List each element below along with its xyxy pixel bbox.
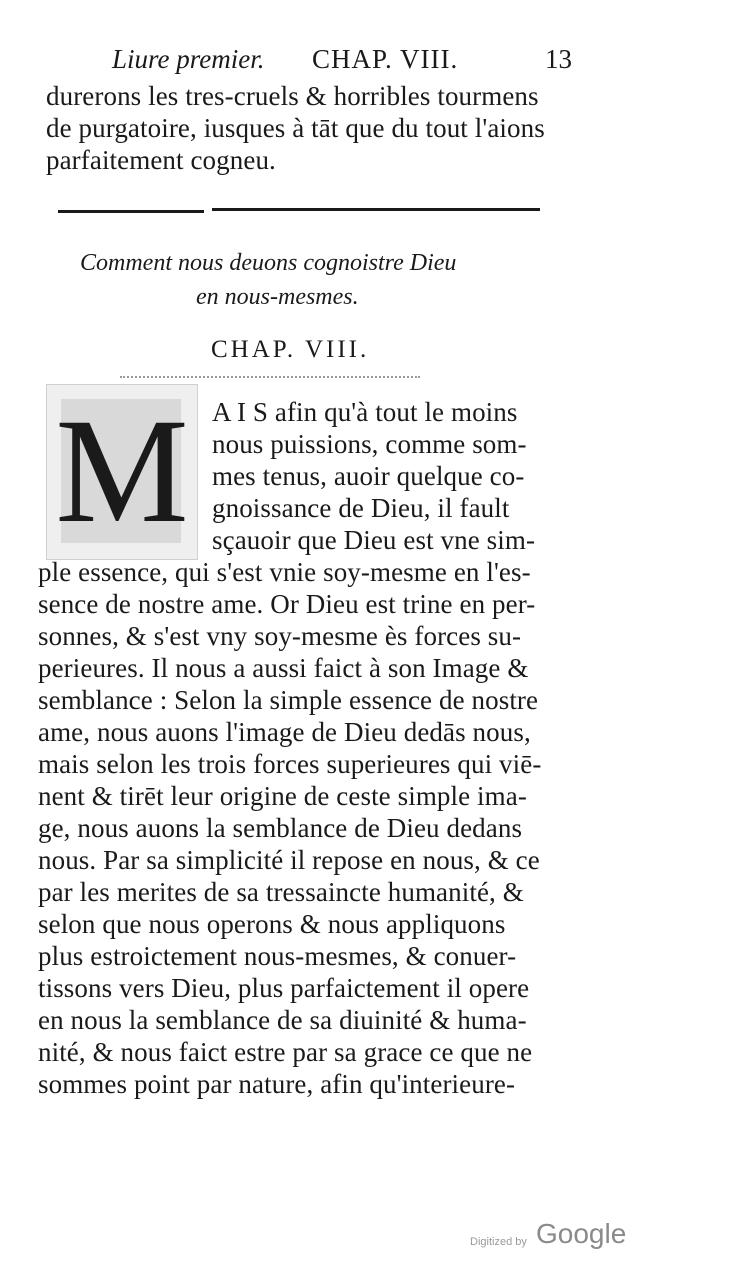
- body-line: perieures. Il nous a aussi faict à son Image &: [38, 653, 529, 683]
- body-line: sence de nostre ame. Or Dieu est trine en per-: [38, 589, 536, 619]
- previous-text-line: de purgatoire, iusques à tāt que du tout l'aions: [46, 113, 545, 143]
- body-line: selon que nous operons & nous appliquons: [38, 909, 506, 939]
- chapter-heading: CHAP. VIII.: [211, 336, 370, 363]
- body-line: nous. Par sa simplicité il repose en nous, & ce: [38, 845, 540, 875]
- watermark-brand: Google: [536, 1218, 627, 1249]
- body-line: en nous la semblance de sa diuinité & huma-: [38, 1005, 527, 1035]
- chapter-title-line: Comment nous deuons cognoistre Dieu: [80, 250, 457, 276]
- body-line: gnoissance de Dieu, il fault: [212, 493, 510, 523]
- body-line: plus estroictement nous-mesmes, & conuer-: [38, 941, 517, 971]
- section-divider-right: [212, 208, 540, 211]
- body-line: sommes point par nature, afin qu'interieure-: [38, 1069, 516, 1099]
- body-line: par les merites de sa tressaincte humanité, &: [38, 877, 524, 907]
- body-line: nité, & nous faict estre par sa grace ce que ne: [38, 1037, 533, 1067]
- decorated-initial: [46, 384, 198, 560]
- previous-text-line: parfaitement cogneu.: [46, 145, 276, 175]
- body-line: ge, nous auons la semblance de Dieu dedans: [38, 813, 523, 843]
- dotted-divider: [120, 376, 420, 378]
- body-line: A I S afin qu'à tout le moins: [212, 397, 518, 427]
- body-line: sonnes, & s'est vny soy-mesme ès forces su-: [38, 621, 522, 651]
- body-line: ple essence, qui s'est vnie soy-mesme en l'es-: [38, 557, 531, 587]
- body-line: sçauoir que Dieu est vne sim-: [212, 525, 536, 555]
- watermark-prefix: Digitized by: [470, 1236, 527, 1248]
- initial-letter: M: [55, 388, 189, 554]
- chapter-title-line: en nous-mesmes.: [196, 284, 359, 310]
- body-line: ame, nous auons l'image de Dieu dedās nous,: [38, 717, 531, 747]
- body-line: nous puissions, comme som-: [212, 429, 527, 459]
- body-line: tissons vers Dieu, plus parfaictement il opere: [38, 973, 530, 1003]
- body-line: nent & tirēt leur origine de ceste simple ima-: [38, 781, 527, 811]
- previous-text-line: durerons les tres-cruels & horribles tourmens: [46, 81, 539, 111]
- running-head-book: Liure premier.: [112, 44, 265, 74]
- body-line: mais selon les trois forces superieures qui viē-: [38, 749, 542, 779]
- running-head: [112, 44, 572, 80]
- page-number: 13: [545, 44, 572, 74]
- body-line: semblance : Selon la simple essence de nostre: [38, 685, 539, 715]
- running-head-chapter: CHAP. VIII.: [312, 44, 459, 74]
- body-line: mes tenus, auoir quelque co-: [212, 461, 525, 491]
- section-divider-left: [58, 210, 204, 213]
